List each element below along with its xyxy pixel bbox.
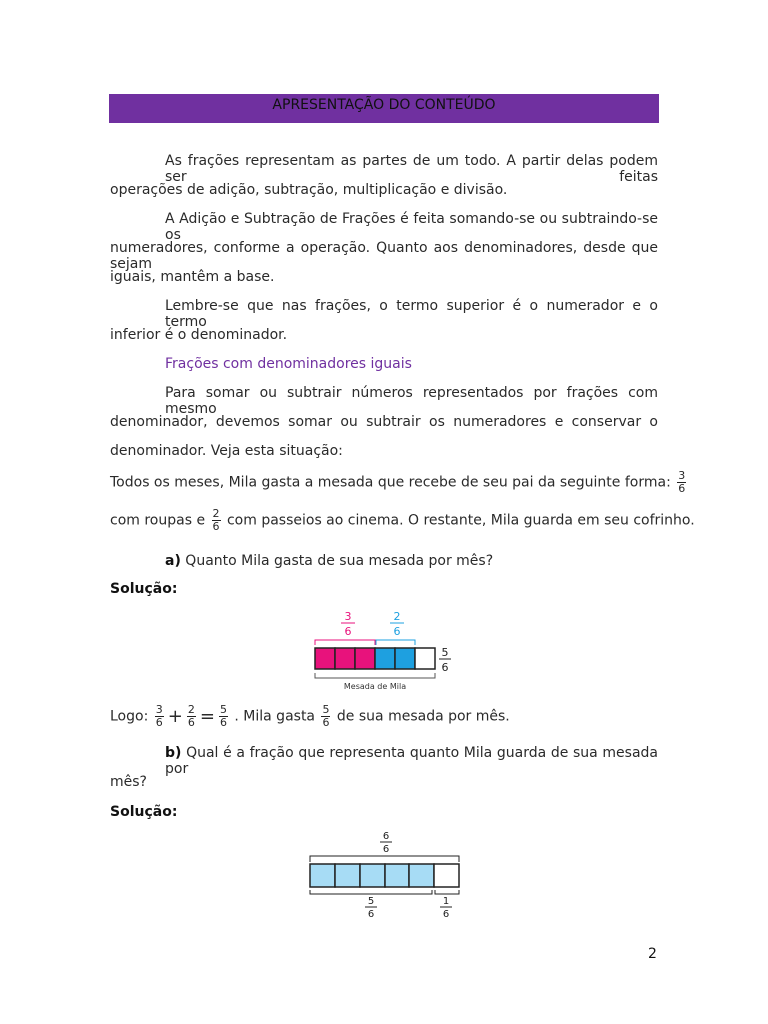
para1-line2: operações de adição, subtração, multiplicação e divisão. [110, 182, 508, 198]
diagram2-cell-1 [310, 864, 335, 887]
question-a [165, 553, 658, 569]
equals-sign: = [199, 706, 215, 727]
para3-line1: Lembre-se que nas frações, o termo superior é o numerador e o termo [165, 298, 658, 330]
question-b-line1 [165, 745, 658, 777]
para2-line3: iguais, mantêm a base. [110, 269, 275, 285]
diagram2-top-den: 6 [382, 844, 390, 855]
question-a-text: Quanto Mila gasta de sua mesada por mês? [180, 553, 494, 569]
diagram1-top-left-den: 6 [344, 625, 352, 638]
diagram2-cell-3 [360, 864, 385, 887]
diagram1-side-num: 5 [441, 646, 449, 659]
logo-frac-2: $\frac{2}{6}$ [187, 703, 195, 729]
logo-frac-1: $\frac{3}{6}$ [155, 703, 163, 729]
question-a-label: a) [165, 553, 181, 569]
page-number: 2 [648, 946, 657, 962]
diagram1-top-right-den: 6 [393, 625, 401, 638]
para1-line1: As frações representam as partes de um todo. A partir delas podem ser feitas [165, 153, 658, 185]
logo-frac-4: $\frac{5}{6}$ [322, 703, 330, 729]
fraction-2-6: $\frac{2}{6}$ [212, 507, 220, 533]
diagram2-cell-5 [409, 864, 434, 887]
diagram1-cell-pink-2 [335, 648, 355, 669]
problem-text2b: com passeios ao cinema. O restante, Mila guarda em seu cofrinho. [226, 512, 695, 529]
logo-prefix: Logo: [110, 708, 149, 725]
diagram1-cell-pink-1 [315, 648, 335, 669]
diagram1-pink-brace [315, 640, 375, 645]
problem-line2 [110, 507, 695, 533]
problem-text2a: com roupas e [110, 512, 206, 529]
solution-a-label: Solução: [110, 581, 178, 597]
diagram2-top-num: 6 [382, 831, 390, 842]
para2-line2: numeradores, conforme a operação. Quanto aos denominadores, desde que sejam [110, 240, 658, 272]
diagram1-caption: Mesada de Mila [343, 682, 407, 691]
diagram1-bottom-brace [315, 673, 435, 678]
diagram1-cell-blue-1 [375, 648, 395, 669]
section-banner [109, 94, 659, 123]
fraction-3-6: $\frac{3}{6}$ [678, 469, 686, 495]
diagram1-blue-brace [376, 640, 415, 645]
para4-line1: Para somar ou subtrair números representados por frações com mesmo [165, 385, 658, 417]
diagram1-side-den: 6 [441, 661, 449, 674]
diagram2-cell-4 [385, 864, 409, 887]
problem-line1 [110, 469, 686, 495]
diagram1-top-left-num: 3 [344, 610, 352, 623]
diagram-mila-savings [300, 826, 470, 921]
diagram2-bottom-left-num: 5 [367, 896, 375, 907]
question-b-line2: mês? [110, 774, 147, 790]
diagram2-top-brace [310, 856, 459, 862]
para4-line2: denominador, devemos somar ou subtrair os numeradores e conservar o [110, 414, 658, 430]
diagram1-top-right-num: 2 [393, 610, 401, 623]
subtitle-equal-denominators: Frações com denominadores iguais [165, 356, 412, 372]
diagram2-bottom-left-den: 6 [367, 909, 375, 920]
logo-frac-3: $\frac{5}{6}$ [219, 703, 227, 729]
diagram2-cell-empty [434, 864, 459, 887]
logo-suffix: de sua mesada por mês. [336, 708, 510, 725]
para2-line1: A Adição e Subtração de Frações é feita somando-se ou subtraindo-se os [165, 211, 658, 243]
diagram-mila-spending [305, 605, 465, 695]
diagram1-cell-empty [415, 648, 435, 669]
question-b-text1: Qual é a fração que representa quanto Mila guarda de sua mesada por [165, 745, 658, 777]
diagram1-cell-pink-3 [355, 648, 375, 669]
logo-mid: . Mila gasta [234, 708, 316, 725]
question-b-label: b) [165, 745, 182, 761]
para4-line3: denominador. Veja esta situação: [110, 443, 343, 459]
diagram2-bottom-right-num: 1 [442, 896, 450, 907]
logo-line [110, 704, 658, 729]
diagram2-cell-2 [335, 864, 360, 887]
solution-b-label: Solução: [110, 804, 178, 820]
banner-title: APRESENTAÇÃO DO CONTEÚDO [272, 97, 496, 113]
diagram2-bottom-right-brace [435, 890, 459, 894]
diagram1-cell-blue-2 [395, 648, 415, 669]
diagram2-bottom-left-brace [310, 890, 432, 894]
para3-line2: inferior é o denominador. [110, 327, 288, 343]
plus-sign: + [167, 706, 183, 727]
diagram2-bottom-right-den: 6 [442, 909, 450, 920]
problem-text1: Todos os meses, Mila gasta a mesada que recebe de seu pai da seguinte forma: [110, 474, 671, 491]
